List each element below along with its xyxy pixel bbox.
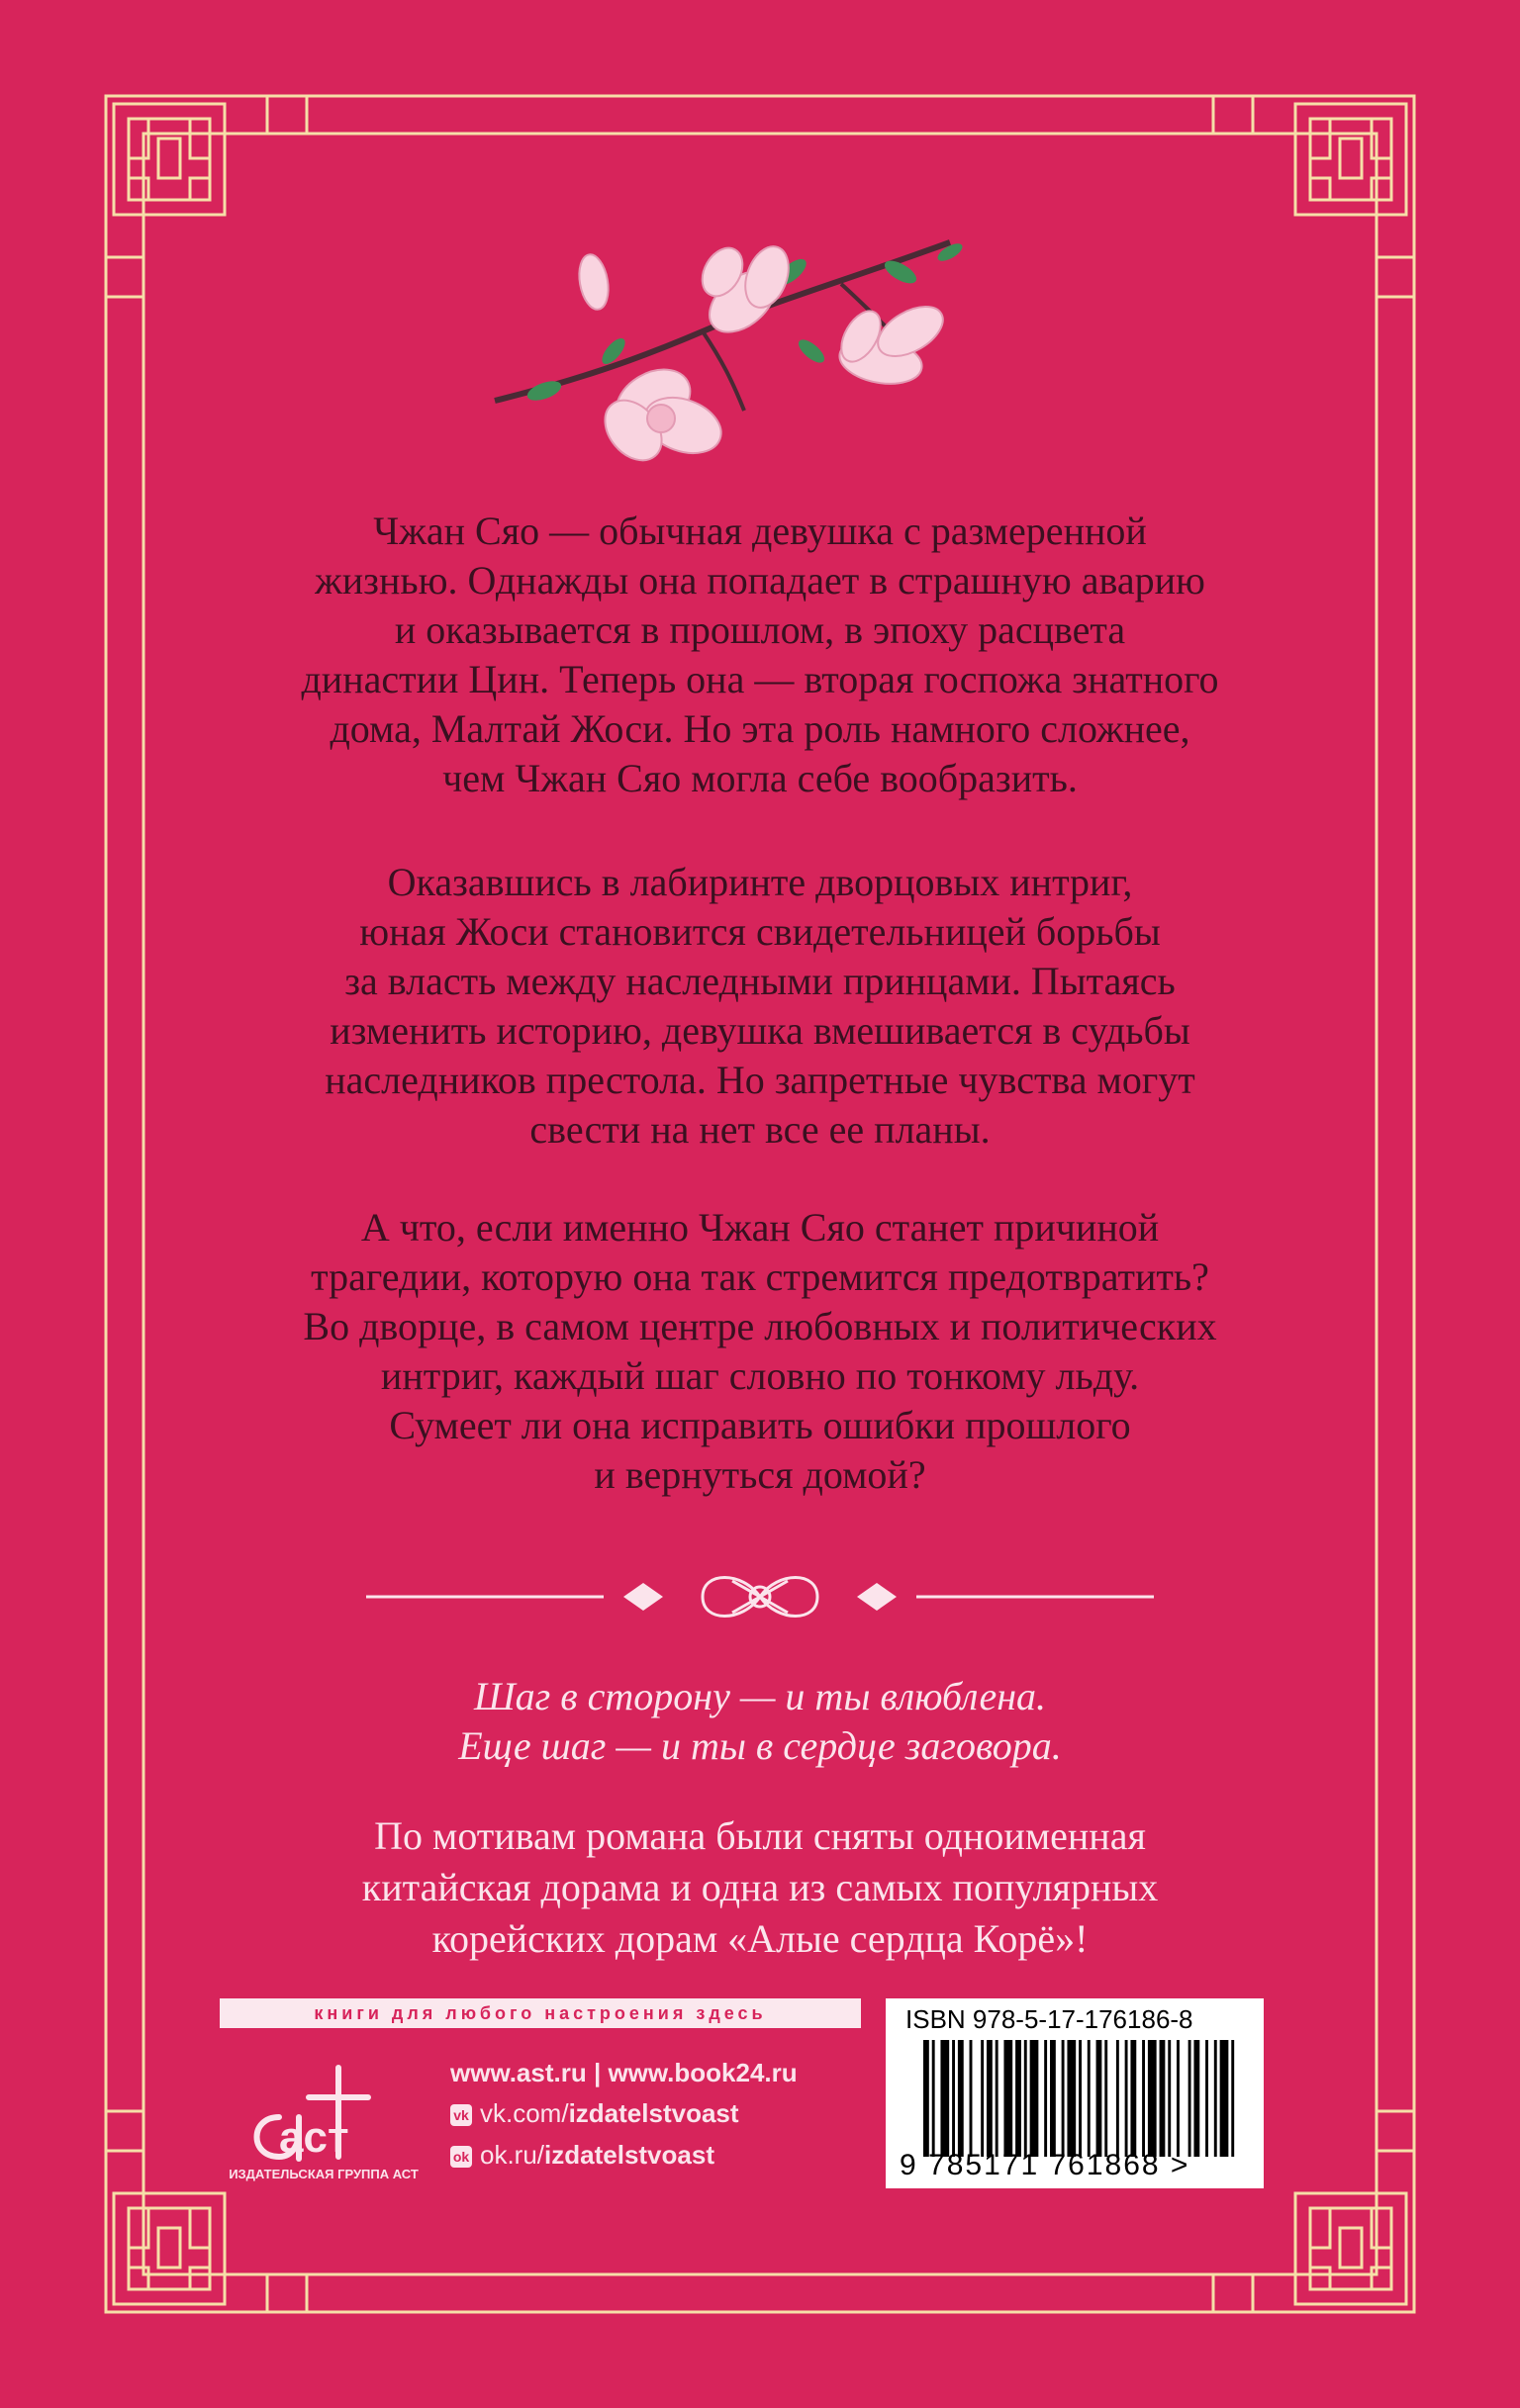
description-line: изменить историю, девушка вмешивается в судьбы	[330, 1008, 1190, 1053]
barcode-bar	[1044, 2040, 1047, 2157]
barcode-bar	[952, 2040, 955, 2157]
description-line: юная Жоси становится свидетельницей борьбы	[359, 909, 1161, 954]
description-line: и оказывается в прошлом, в эпоху расцвета	[394, 607, 1126, 652]
description-line: Сумеет ли она исправить ошибки прошлого	[389, 1403, 1131, 1447]
barcode-bar	[1067, 2040, 1076, 2157]
barcode-bar	[1177, 2040, 1180, 2157]
vk-prefix: vk.com/	[480, 2098, 569, 2128]
barcode-bar	[1015, 2040, 1021, 2157]
description-line: свести на нет все ее планы.	[529, 1107, 991, 1152]
barcode-bar	[1062, 2040, 1065, 2157]
barcode-bar	[1088, 2040, 1091, 2157]
barcode-bar	[940, 2040, 949, 2157]
barcode-bar	[958, 2040, 964, 2157]
description-line: Оказавшись в лабиринте дворцовых интриг,	[387, 860, 1133, 904]
ok-link[interactable]	[450, 2134, 876, 2176]
barcode-digits: 9 785171 761868 >	[900, 2149, 1190, 2181]
tagline	[198, 1672, 1322, 1771]
barcode-bar	[1079, 2040, 1082, 2157]
isbn-barcode-box	[886, 1998, 1264, 2188]
barcode-bar	[1003, 2040, 1012, 2157]
description-line: за власть между наследными принцами. Пытаясь	[344, 959, 1176, 1003]
barcode-bar	[1205, 2040, 1208, 2157]
barcode-bar	[1096, 2040, 1102, 2157]
description-line: дома, Малтай Жоси. Но эта роль намного сложнее,	[330, 706, 1190, 751]
barcode-bar	[1160, 2040, 1166, 2157]
barcode-bar	[1231, 2040, 1234, 2157]
publisher-links	[450, 2053, 876, 2176]
vk-handle: izdatelstvoast	[568, 2098, 739, 2128]
description-line: интриг, каждый шаг словно по тонкому льду.	[380, 1353, 1140, 1398]
barcode-bar	[970, 2040, 973, 2157]
barcode-bar	[1193, 2040, 1199, 2157]
barcode-bar	[1130, 2040, 1136, 2157]
adaptation-note	[198, 1810, 1322, 1965]
description-line: Во дворце, в самом центре любовных и политических	[303, 1304, 1217, 1348]
ok-handle: izdatelstvoast	[544, 2140, 714, 2170]
barcode-bar	[1168, 2040, 1171, 2157]
barcode-bar	[1188, 2040, 1191, 2157]
description-line: и вернуться домой?	[594, 1452, 926, 1497]
description-line: А что, если именно Чжан Сяо станет причиной	[360, 1205, 1160, 1250]
description-paragraph-3	[198, 1203, 1322, 1500]
description-paragraph-1	[198, 507, 1322, 803]
description-line: наследников престола. Но запретные чувства могут	[325, 1058, 1195, 1102]
logo-caption: ИЗДАТЕЛЬСКАЯ ГРУППА АСТ	[229, 2167, 419, 2181]
isbn-label: ISBN 978-5-17-176186-8	[905, 2004, 1193, 2034]
adaptation-line: По мотивам романа были сняты одноименная	[374, 1813, 1146, 1858]
barcode-bar	[1050, 2040, 1056, 2157]
description-line: Чжан Сяо — обычная девушка с размеренной	[373, 509, 1147, 553]
logo-text: аст	[279, 2113, 349, 2162]
barcode-bar	[1214, 2040, 1217, 2157]
mood-banner: книги для любого настроения здесь	[220, 1998, 861, 2028]
barcode-bar	[1024, 2040, 1027, 2157]
ok-prefix: ok.ru/	[480, 2140, 545, 2170]
vk-link[interactable]	[450, 2092, 876, 2134]
barcode-bar	[1030, 2040, 1039, 2157]
description-line: чем Чжан Сяо могла себе вообразить.	[442, 756, 1078, 800]
description-line: жизнью. Однажды она попадает в страшную аварию	[315, 558, 1205, 602]
knot-divider-ornament	[366, 1561, 1154, 1632]
ok-icon: ok	[450, 2146, 472, 2168]
barcode-bar	[1104, 2040, 1107, 2157]
barcode	[923, 2040, 1240, 2157]
barcode-bar	[1148, 2040, 1157, 2157]
tagline-line: Еще шаг — и ты в сердце заговора.	[458, 1723, 1062, 1768]
barcode-bar	[996, 2040, 998, 2157]
barcode-bar	[1142, 2040, 1145, 2157]
barcode-bar	[932, 2040, 935, 2157]
adaptation-line: китайская дорама и одна из самых популярных	[361, 1865, 1159, 1909]
magnolia-branch-illustration	[485, 213, 999, 470]
barcode-bar	[981, 2040, 984, 2157]
tagline-line: Шаг в сторону — и ты влюблена.	[473, 1674, 1047, 1718]
description-paragraph-2	[198, 858, 1322, 1155]
vk-icon: vk	[450, 2104, 472, 2126]
description-line: династии Цин. Теперь она — вторая госпожа знатного	[301, 657, 1219, 701]
adaptation-line: корейских дорам «Алые сердца Корё»!	[431, 1916, 1089, 1961]
barcode-bar	[1116, 2040, 1119, 2157]
barcode-bar	[923, 2040, 929, 2157]
barcode-bar	[987, 2040, 993, 2157]
website-links[interactable]: www.ast.ru | www.book24.ru	[450, 2058, 798, 2087]
barcode-bar	[1220, 2040, 1229, 2157]
description-line: трагедии, которую она так стремится предотвратить?	[311, 1254, 1209, 1299]
barcode-bar	[1125, 2040, 1128, 2157]
